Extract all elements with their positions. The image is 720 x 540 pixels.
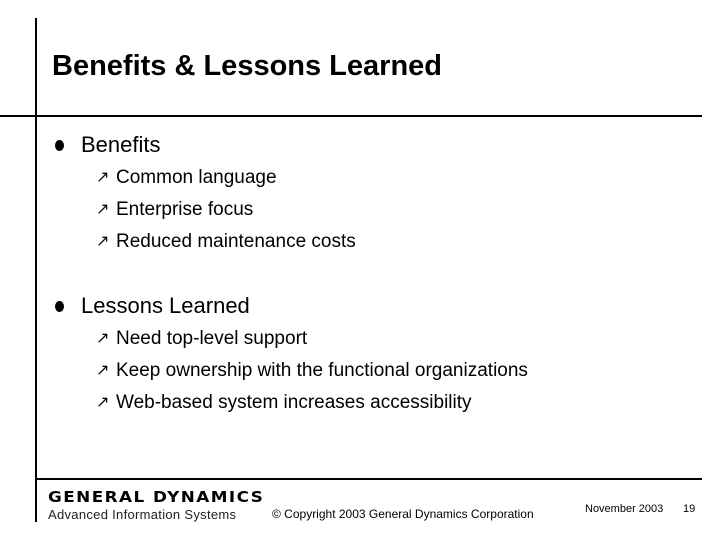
footer-date: November 2003 [585, 503, 664, 515]
logo-division-name: Advanced Information Systems [48, 507, 237, 522]
list-item-label: Reduced maintenance costs [116, 231, 356, 252]
company-logo [48, 488, 265, 522]
arrow-icon: ↗ [96, 394, 110, 411]
left-vertical-rule [35, 18, 37, 522]
list-item [96, 226, 356, 258]
section-label: Benefits [81, 132, 161, 157]
list-item-label: Keep ownership with the functional organizations [116, 360, 528, 381]
list-item [96, 355, 528, 387]
copyright-text: © Copyright 2003 General Dynamics Corporation [272, 507, 534, 521]
list-item-label: Need top-level support [116, 328, 308, 349]
arrow-icon: ↗ [96, 330, 110, 347]
section-lessons-learned [55, 291, 528, 419]
list-item [96, 387, 528, 419]
list-item-label: Enterprise focus [116, 199, 254, 220]
bullet-icon [55, 301, 64, 312]
slide-title: Benefits & Lessons Learned [52, 50, 442, 82]
arrow-icon: ↗ [96, 362, 110, 379]
logo-company-name: GENERAL DYNAMICS [48, 488, 265, 506]
benefits-list [55, 162, 356, 258]
lessons-list [55, 323, 528, 419]
title-divider [0, 115, 702, 117]
page-number: 19 [683, 503, 696, 515]
list-item-label: Web-based system increases accessibility [116, 392, 472, 413]
bullet-icon [55, 140, 64, 151]
list-item [96, 194, 356, 226]
arrow-icon: ↗ [96, 233, 110, 250]
list-item [96, 323, 528, 355]
arrow-icon: ↗ [96, 201, 110, 218]
arrow-icon: ↗ [96, 169, 110, 186]
list-item-label: Common language [116, 167, 277, 188]
list-item [96, 162, 356, 194]
section-benefits [55, 130, 356, 258]
section-label: Lessons Learned [81, 293, 250, 318]
footer-divider [35, 478, 702, 480]
